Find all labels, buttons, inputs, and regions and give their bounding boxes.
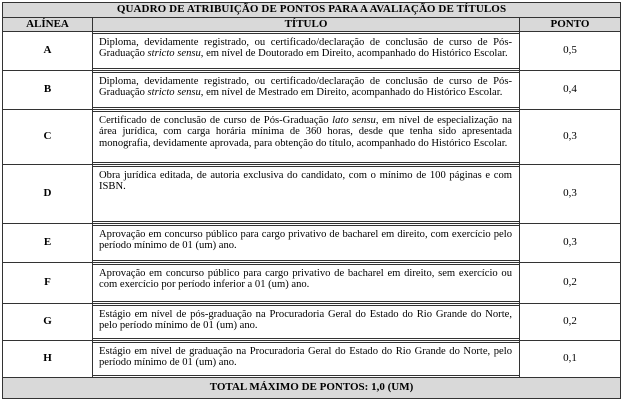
titulo-text (99, 309, 512, 332)
titulo-text (99, 170, 512, 193)
titulo-text-italic: stricto sensu (147, 87, 201, 99)
table-row (3, 165, 621, 224)
alinea-cell: C (3, 110, 93, 165)
titulo-text-main: Estágio em nível de pós-graduação na Procuradoria Geral do Estado do Rio Grande do Norte, pelo período mínimo de 01 (um) ano. (99, 309, 512, 332)
titulo-text-main: Obra jurídica editada, de autoria exclusiva do candidato, com o mínimo de 100 páginas e com ISBN. (99, 170, 512, 193)
titulo-cell (93, 165, 520, 224)
titulo-text-rest: , em nível de especialização na área jurídica, com carga horária mínima de 360 horas, desde que tenha sido apresentada monografia, devidamente aprovada, para obtenção do título, acompanhado do Histórico Escolar. (99, 115, 512, 149)
titulo-text-italic: stricto sensu (147, 48, 201, 60)
titulo-box (92, 111, 520, 163)
table-caption: QUADRO DE ATRIBUIÇÃO DE PONTOS PARA A AVALIAÇÃO DE TÍTULOS (3, 3, 621, 18)
titulo-text (99, 346, 512, 369)
alinea-cell: H (3, 341, 93, 378)
header-titulo: TÍTULO (93, 18, 520, 32)
ponto-cell: 0,4 (520, 71, 621, 110)
titulo-text (99, 37, 512, 60)
titulo-text-italic: lato sensu (332, 115, 376, 126)
ponto-cell: 0,1 (520, 341, 621, 378)
alinea-cell: A (3, 32, 93, 71)
titulo-cell (93, 71, 520, 110)
titulo-text-main: Diploma, devidamente registrado, ou certificado/declaração de conclusão de curso de Pós-Graduação (99, 37, 512, 60)
table-row (3, 32, 621, 71)
titulo-text-main: Estágio em nível de graduação na Procuradoria Geral do Estado do Rio Grande do Norte, pelo período mínimo de 01 (um) ano. (99, 346, 512, 369)
table-body (3, 32, 621, 378)
table-row (3, 341, 621, 378)
table-row (3, 110, 621, 165)
ponto-cell: 0,3 (520, 165, 621, 224)
ponto-cell: 0,3 (520, 224, 621, 263)
titulo-box (92, 342, 520, 376)
table-row (3, 224, 621, 263)
titulo-text-main: Aprovação em concurso público para cargo privativo de bacharel em direito, sem exercício ou com exercício por período inferior a 01 (um) ano. (99, 268, 512, 291)
titulo-text-main: Aprovação em concurso público para cargo privativo de bacharel em direito, com exercício pelo período mínimo de 01 (um) ano. (99, 229, 512, 252)
ponto-cell: 0,3 (520, 110, 621, 165)
ponto-cell: 0,2 (520, 263, 621, 304)
ponto-cell: 0,5 (520, 32, 621, 71)
ponto-cell: 0,2 (520, 304, 621, 341)
header-ponto: PONTO (520, 18, 621, 32)
titulo-box (92, 225, 520, 261)
header-alinea: ALÍNEA (3, 18, 93, 32)
document-page (2, 2, 620, 399)
titulo-box (92, 264, 520, 302)
titulo-cell (93, 304, 520, 341)
titulo-box (92, 305, 520, 339)
alinea-cell: E (3, 224, 93, 263)
titulo-text-rest: , em nível de Mestrado em Direito, acompanhado do Histórico Escolar. (200, 87, 503, 99)
titulo-text-main: Certificado de conclusão de curso de Pós-Graduação (99, 115, 333, 126)
titulo-text-rest: , em nível de Doutorado em Direito, acompanhado do Histórico Escolar. (200, 48, 508, 60)
alinea-cell: D (3, 165, 93, 224)
titulo-cell (93, 263, 520, 304)
alinea-cell: B (3, 71, 93, 110)
titulo-text (99, 76, 512, 99)
alinea-cell: G (3, 304, 93, 341)
titulo-text (99, 268, 512, 291)
total-points: TOTAL MÁXIMO DE PONTOS: 1,0 (UM) (3, 378, 621, 399)
alinea-cell: F (3, 263, 93, 304)
titulo-cell (93, 341, 520, 378)
titulo-text (99, 229, 512, 252)
points-table (2, 2, 621, 399)
titulo-text-main: Diploma, devidamente registrado, ou certificado/declaração de conclusão de curso de Pós-Graduação (99, 76, 512, 99)
titulo-box (92, 72, 520, 108)
titulo-cell (93, 32, 520, 71)
titulo-cell (93, 224, 520, 263)
table-row (3, 71, 621, 110)
table-row (3, 304, 621, 341)
titulo-box (92, 33, 520, 69)
titulo-box (92, 166, 520, 222)
table-row (3, 263, 621, 304)
titulo-text (99, 115, 512, 149)
titulo-cell (93, 110, 520, 165)
